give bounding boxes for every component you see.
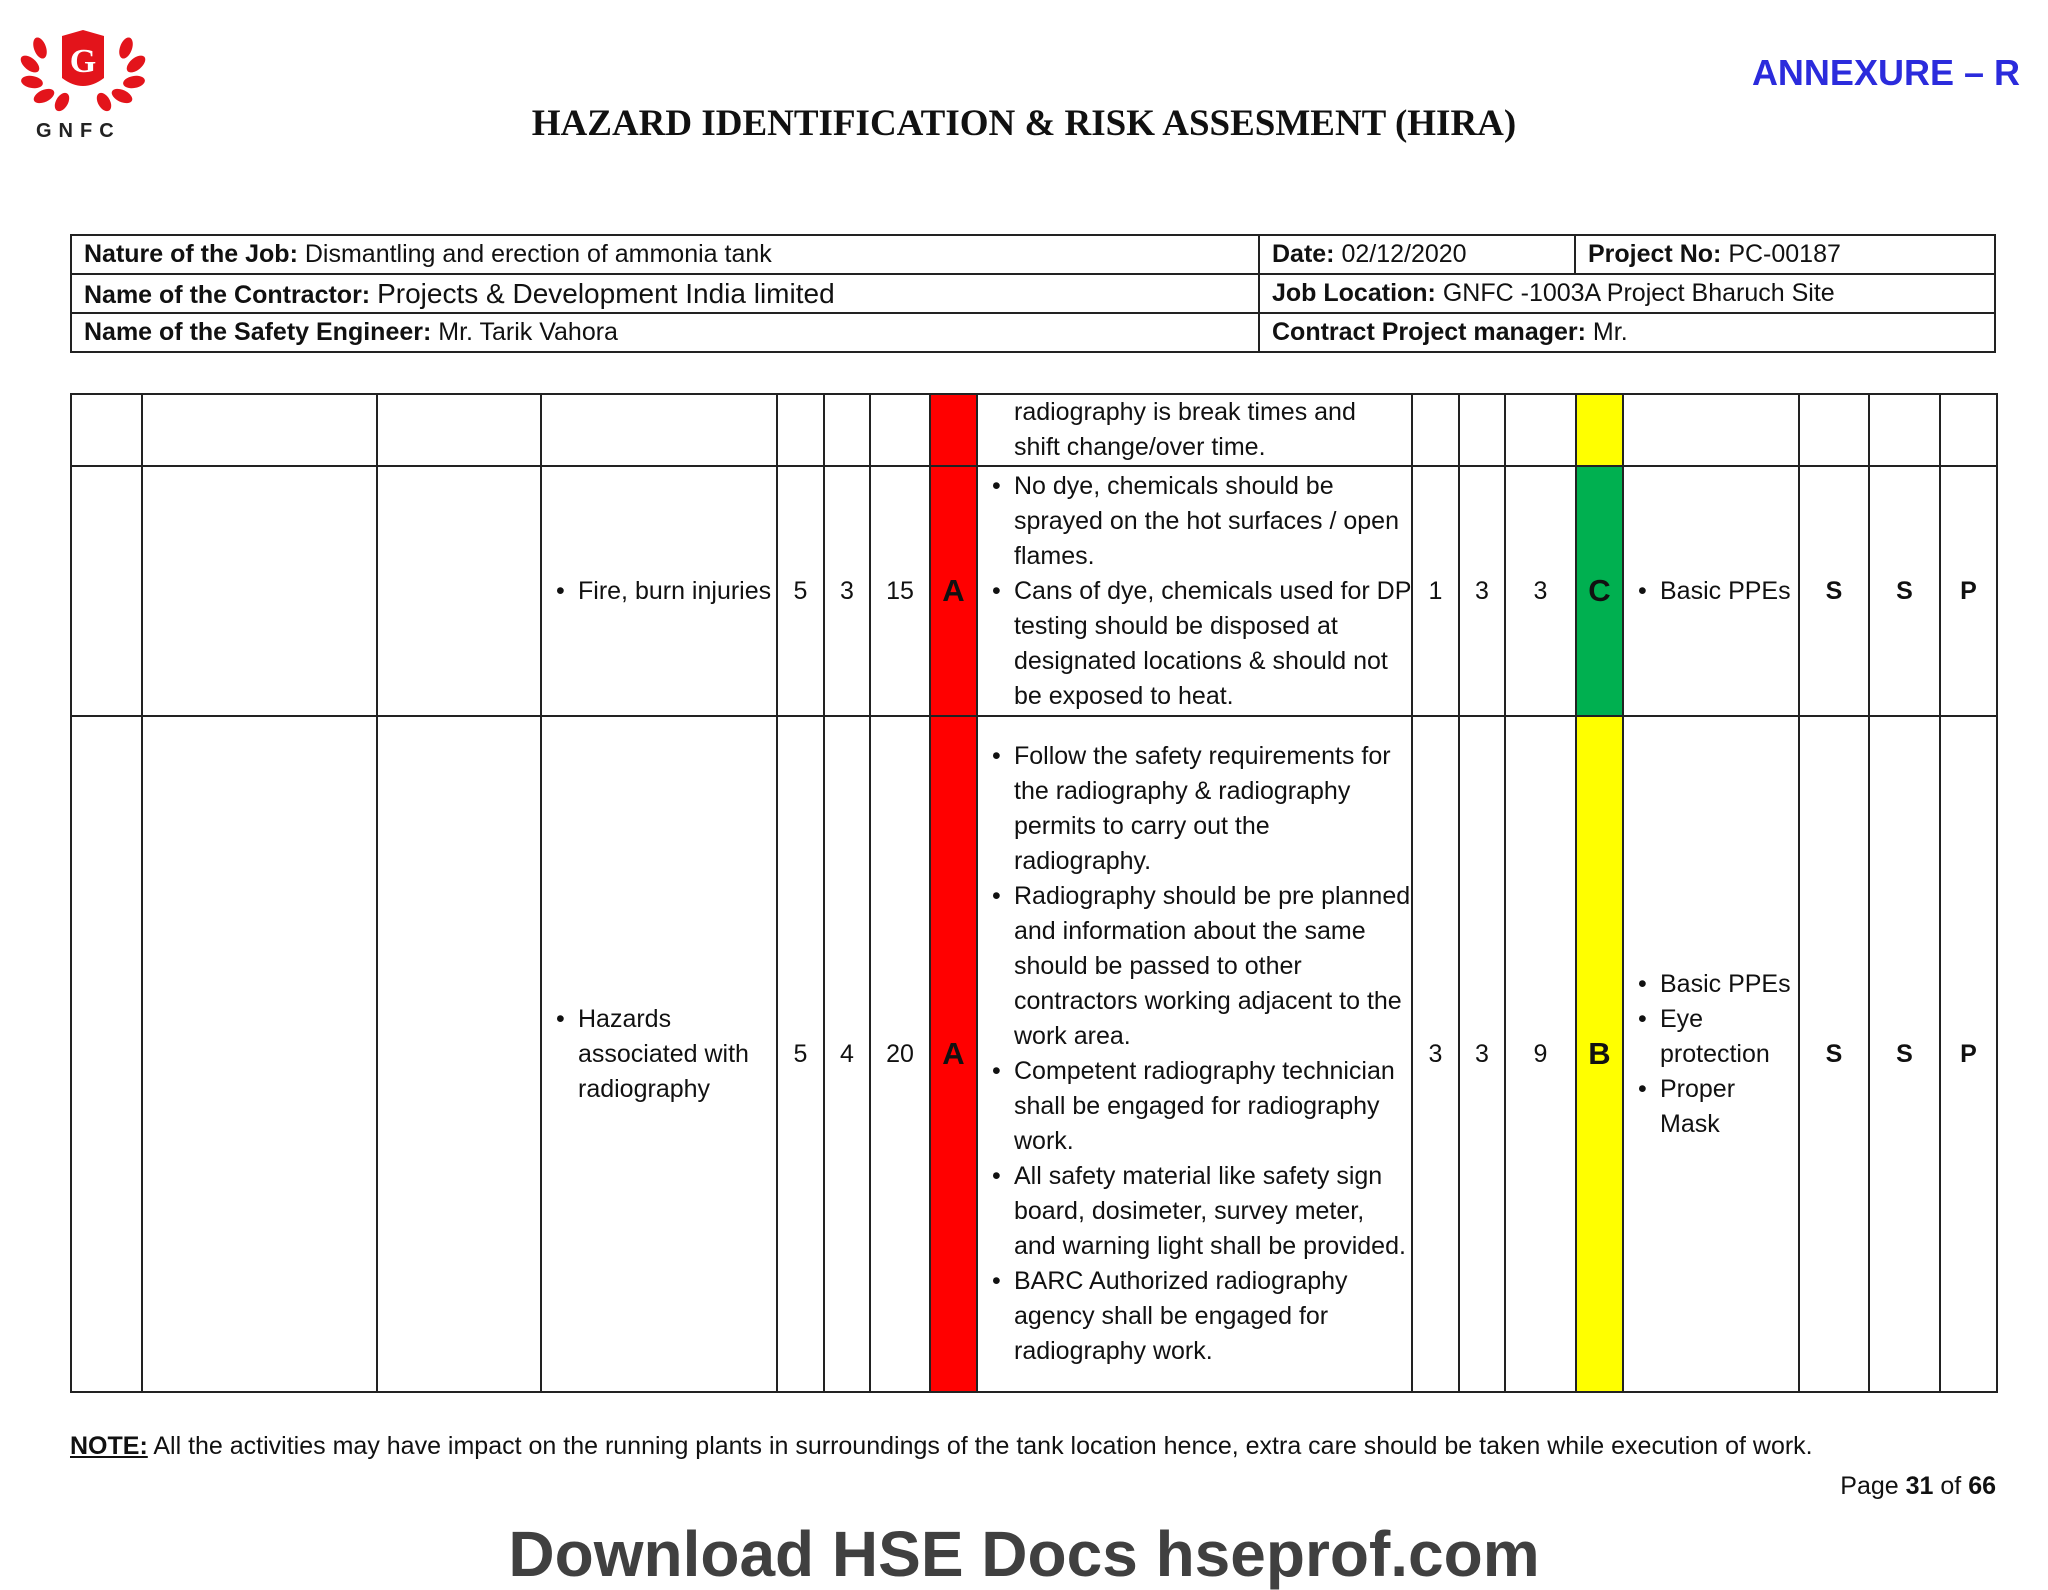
project-label: Project No: bbox=[1588, 240, 1722, 268]
logo-letter: G bbox=[69, 43, 97, 80]
code-cell: P bbox=[1940, 716, 1997, 1392]
info-row bbox=[71, 235, 1995, 274]
code-cell: S bbox=[1869, 716, 1940, 1392]
code-cell: S bbox=[1799, 716, 1869, 1392]
sub-activity-cell bbox=[377, 394, 541, 466]
job-info-table bbox=[70, 234, 1996, 353]
control-text: radiography is break times and bbox=[1014, 398, 1356, 426]
control-item: • Follow the safety requirements for the radiography & radiography permits to carry out the radiography. bbox=[1014, 739, 1411, 879]
page-total: 66 bbox=[1968, 1472, 1996, 1500]
control-text: shift change/over time. bbox=[1014, 433, 1266, 461]
ppe-cell bbox=[1623, 716, 1799, 1392]
ppe-item: • Eye protection bbox=[1660, 1002, 1798, 1072]
code-cell: S bbox=[1869, 466, 1940, 716]
residual-severity-cell bbox=[1459, 394, 1505, 466]
severity-cell: 3 bbox=[824, 466, 870, 716]
control-item: • All safety material like safety sign board, dosimeter, survey meter, and warning light shall be provided. bbox=[1014, 1159, 1411, 1264]
residual-risk-cell bbox=[1505, 394, 1576, 466]
probability-cell: 5 bbox=[777, 466, 824, 716]
contractor-value: Projects & Development India limited bbox=[377, 277, 835, 309]
residual-probability-cell bbox=[1412, 394, 1459, 466]
hazard-item: • Hazards associated with radiography bbox=[578, 1002, 776, 1107]
ppe-item: • Basic PPEs bbox=[1660, 967, 1798, 1002]
activity-cell bbox=[142, 394, 377, 466]
page-current: 31 bbox=[1905, 1472, 1934, 1500]
engineer-value: Mr. Tarik Vahora bbox=[438, 318, 618, 346]
code-cell bbox=[1940, 394, 1997, 466]
job-label: Nature of the Job: bbox=[84, 240, 298, 268]
sub-activity-cell bbox=[377, 716, 541, 1392]
date-label: Date: bbox=[1272, 240, 1335, 268]
manager-cell bbox=[1259, 313, 1995, 352]
note-text: All the activities may have impact on the running plants in surroundings of the tank location hence, extra care should be taken while execution of work. bbox=[147, 1432, 1813, 1460]
job-nature-cell bbox=[71, 235, 1259, 274]
risk-cell: 20 bbox=[870, 716, 930, 1392]
risk-cell bbox=[870, 394, 930, 466]
info-row bbox=[71, 274, 1995, 313]
control-item: • Radiography should be pre planned and information about the same should be passed to other contractors working adjacent to the work area. bbox=[1014, 879, 1411, 1054]
control-item: • Competent radiography technician shall be engaged for radiography work. bbox=[1014, 1054, 1411, 1159]
hazard-cell bbox=[541, 716, 777, 1392]
residual-level-cell: C bbox=[1576, 466, 1623, 716]
control-item: • BARC Authorized radiography agency shall be engaged for radiography work. bbox=[1014, 1264, 1411, 1369]
manager-value: Mr. bbox=[1592, 318, 1628, 346]
probability-cell bbox=[777, 394, 824, 466]
sr-cell bbox=[71, 394, 142, 466]
ppe-cell bbox=[1623, 394, 1799, 466]
residual-level-cell bbox=[1576, 394, 1623, 466]
ppe-item: • Basic PPEs bbox=[1660, 574, 1798, 609]
date-value: 02/12/2020 bbox=[1341, 240, 1467, 268]
table-row bbox=[71, 716, 1997, 1392]
annexure-label: ANNEXURE – R bbox=[1751, 52, 2020, 93]
job-value: Dismantling and erection of ammonia tank bbox=[304, 240, 772, 268]
activity-cell bbox=[142, 466, 377, 716]
page-of: of bbox=[1933, 1472, 1969, 1500]
hazard-cell bbox=[541, 466, 777, 716]
engineer-label: Name of the Safety Engineer: bbox=[84, 318, 432, 346]
residual-probability-cell: 1 bbox=[1412, 466, 1459, 716]
controls-cell bbox=[977, 394, 1412, 466]
controls-cell bbox=[977, 466, 1412, 716]
page-prefix: Page bbox=[1840, 1472, 1906, 1500]
contractor-cell bbox=[71, 274, 1259, 313]
code-cell: S bbox=[1799, 466, 1869, 716]
controls-cell bbox=[977, 716, 1412, 1392]
page-number bbox=[1840, 1472, 1996, 1501]
control-item: • Cans of dye, chemicals used for DP testing should be disposed at designated locations & should not be exposed to heat. bbox=[1014, 574, 1411, 714]
sub-activity-cell bbox=[377, 466, 541, 716]
watermark: Download HSE Docs hseprof.com bbox=[508, 1518, 1540, 1590]
note-label: NOTE: bbox=[70, 1432, 148, 1460]
sr-cell bbox=[71, 466, 142, 716]
residual-severity-cell: 3 bbox=[1459, 716, 1505, 1392]
table-row bbox=[71, 394, 1997, 466]
table-row bbox=[71, 466, 1997, 716]
severity-cell: 4 bbox=[824, 716, 870, 1392]
location-value: GNFC -1003A Project Bharuch Site bbox=[1442, 279, 1835, 307]
location-cell bbox=[1259, 274, 1995, 313]
risk-level-cell: A bbox=[930, 466, 977, 716]
residual-severity-cell: 3 bbox=[1459, 466, 1505, 716]
hazard-item: • Fire, burn injuries bbox=[578, 574, 776, 609]
severity-cell bbox=[824, 394, 870, 466]
location-label: Job Location: bbox=[1272, 279, 1436, 307]
project-cell bbox=[1575, 235, 1995, 274]
code-cell: P bbox=[1940, 466, 1997, 716]
residual-probability-cell: 3 bbox=[1412, 716, 1459, 1392]
sr-cell bbox=[71, 716, 142, 1392]
document-title: HAZARD IDENTIFICATION & RISK ASSESMENT (HIRA) bbox=[531, 103, 1517, 144]
residual-risk-cell: 9 bbox=[1505, 716, 1576, 1392]
ppe-item: • Proper Mask bbox=[1660, 1072, 1798, 1142]
activity-cell bbox=[142, 716, 377, 1392]
hira-table bbox=[70, 393, 1998, 1393]
note bbox=[70, 1432, 1813, 1461]
control-item: • No dye, chemicals should be sprayed on the hot surfaces / open flames. bbox=[1014, 469, 1411, 574]
residual-risk-cell: 3 bbox=[1505, 466, 1576, 716]
manager-label: Contract Project manager: bbox=[1272, 318, 1586, 346]
hazard-cell bbox=[541, 394, 777, 466]
engineer-cell bbox=[71, 313, 1259, 352]
info-row bbox=[71, 313, 1995, 352]
ppe-cell bbox=[1623, 466, 1799, 716]
residual-level-cell: B bbox=[1576, 716, 1623, 1392]
project-value: PC-00187 bbox=[1728, 240, 1841, 268]
risk-level-cell: A bbox=[930, 716, 977, 1392]
code-cell bbox=[1869, 394, 1940, 466]
date-cell bbox=[1259, 235, 1575, 274]
code-cell bbox=[1799, 394, 1869, 466]
contractor-label: Name of the Contractor: bbox=[84, 280, 371, 309]
logo-text: GNFC bbox=[36, 120, 121, 142]
risk-level-cell bbox=[930, 394, 977, 466]
probability-cell: 5 bbox=[777, 716, 824, 1392]
risk-cell: 15 bbox=[870, 466, 930, 716]
